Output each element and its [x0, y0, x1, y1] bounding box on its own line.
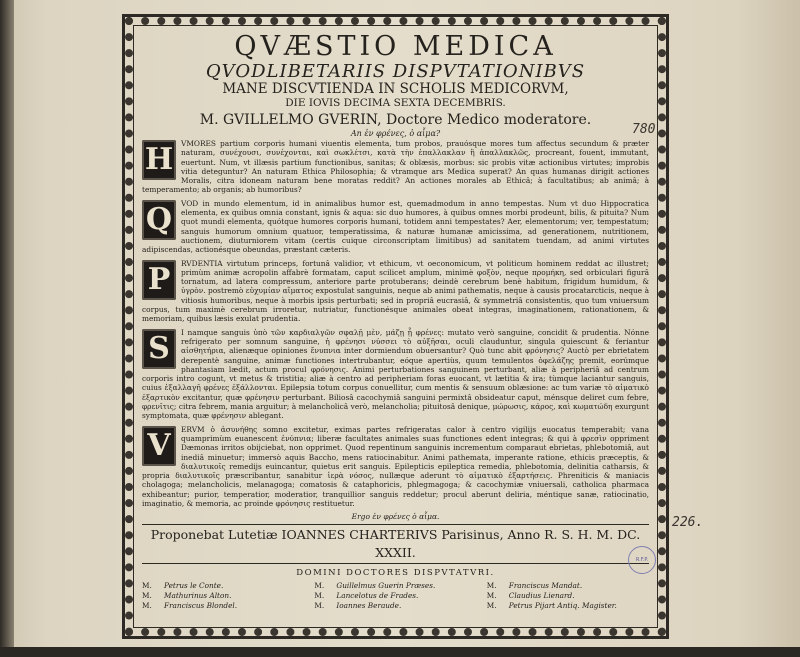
doctor-name: M. Guillelmus Guerin Præses. — [314, 581, 436, 591]
doctor-name: M. Franciscus Blondel. — [142, 601, 238, 611]
doctors-column-1 — [142, 581, 304, 611]
doctors-list — [142, 581, 649, 611]
ornamental-frame — [122, 14, 669, 639]
paragraph-1 — [142, 139, 649, 195]
paragraph-2 — [142, 199, 649, 255]
drop-cap-2: Q — [142, 200, 176, 240]
document-body — [142, 32, 649, 623]
doctor-name: M. Mathurinus Alton. — [142, 591, 232, 601]
drop-cap-1: H — [142, 140, 176, 180]
moderator-line: M. GVILLELMO GVERIN, Doctore Medico moderatore. — [199, 112, 592, 128]
paragraph-1-text: VMORES partium corporis humani viuentis elementa, tum probos, prauósque mores tum affectus secundum & præter naturam, συνέχουσι, συνέχονται, καὶ σωκλέτσι, κατὰ τὴν ἐπαλλακλαν ἢ ἀπαλλακλῶς, procreant, fouent, immutant, euertunt. Num, vt illæsis partium functionibus, sanitas; & oblæsis, morbus: sic probis vitæ actionibus virtutes; improbis vitia deteguntur? An naturam Ethica Philosophia; & vtramque ars Medica superat? An quas humanas dirigit actiones Moralis, citra idoneam naturam bene moratas reddit? An actiones morales ab Ethicâ; à facultatibus; ab animâ; à temperamento; ab organis; ab humoribus? — [142, 139, 649, 195]
drop-cap-3: P — [142, 260, 176, 300]
book-gutter — [0, 0, 14, 657]
title-sub: QVODLIBETARIIS DISPVTATIONIBVS — [205, 61, 586, 82]
drop-cap-4: S — [142, 329, 176, 369]
conclusion-line: Ergo ἐν φρένες ὁ αἷμα. — [351, 512, 440, 522]
doctor-name: M. Petrus Pijart Antiq. Magister. — [486, 601, 617, 611]
title-line3: MANE DISCVTIENDA IN SCHOLIS MEDICORVM, — [222, 81, 569, 97]
question-line: An ἐν φρένες, ὁ αἷμα? — [350, 129, 441, 138]
title-block — [142, 32, 649, 129]
margin-note-bottom: 226. — [672, 515, 704, 530]
title-main: QVÆSTIO MEDICA — [234, 31, 557, 62]
paragraph-5 — [142, 425, 649, 509]
divider-bottom — [142, 563, 649, 564]
doctor-name: M. Franciscus Mandat. — [486, 581, 583, 591]
title-date: DIE IOVIS DECIMA SEXTA DECEMBRIS. — [285, 97, 506, 109]
drop-cap-5: V — [142, 426, 176, 466]
paragraph-3 — [142, 259, 649, 324]
paragraph-4 — [142, 328, 649, 421]
doctor-name: M. Claudius Lienard. — [486, 591, 575, 601]
paragraph-5-text: ERVM ὁ ἀσυνήθης somno excitetur, eximas partes refrigeratas calor à centro vigilijs euocatus temperabit; vana quamprimùm euanescent ἐνύπνια; liberæ facultates animales suas functiones edent integras; & qui à φρεσὶν oppriment Dæmonas irritos obijciebat, non opprimet. Quod repentinum sanguinis incrementum comparaut ebrietas, phlebotomiâ, aut inediâ minuetur; immersò aquis Baccho, mens ratiocinabitur. Animi pathemata, imperante ratione, ethicis præceptis, & διαλυτικοῖς remedijs euincantur, quietus erit sanguis. Epilepticis epileptica remedia, phlebotomia, delinitia catharsis, & propria διαλυτικοῖς præscribantur, sanabitur ἱερὰ νόσος, nullæque aderunt τὸ αἱματικὸ ἐξαρτήσεις. Phreniticis & maniacis cholagoga; melancholicis, melanagoga; comatosis & cataphoricis, phlegmagoga; & cacochymiæ vniuersali, catholica pharmaca exhibeantur; purior, temperatior, moderatior, tranquillior sanguis reddetur; procul aberunt deliria, méntique sanæ, ratiocinatio, imaginatio, & memoria, ac proinde φρόνησις restituetur. — [142, 424, 649, 508]
doctor-name: M. Lancelotus de Frades. — [314, 591, 419, 601]
paragraph-3-text: RVDENTIA virtutum princeps, fortunâ validior, vt ethicum, vt oeconomicum, vt politicum hominem reddat ac illustret; primùm animæ acropolin affabrè formatam, caput scilicet amplum, minimè φοξὸν, neque προμήκη, sed orbiculari figurâ tornatum, ad latera compressum, anteriore parte protuberans; deindè cerebrum benè habitum, frigidum humidum, & ὑγρὸν. postremò εὐχυμίαν αἵματος expostulat sanguinis, neque ab animi pathematis, neque à causis procatarcticis, neque à vitiosis humoribus, neque à morbis ipsis perturbati; sed in propriâ eucrasiâ, & symmetriâ consistentis, quo tum vniuersum corpus, tum maximè cerebrum irroretur, nutriatur, functionésque animales obeat integras, imaginationem, rationationem, & memoriam, quibus læsis exulat prudentia. — [142, 258, 649, 324]
paragraph-4-text: I namque sanguis ὑπὸ τῶν καρδιαλγῶν σφαλῇ μὲν, μάζῃ ᾗ φρένες: mutato verò sanguine, concidit & prudentia. Nónne refrigerato per somnum sanguine, ἡ φρένησι νύσσει τὸ αὐξῆσαι, oculi clauduntur, singula quiescunt & feriantur αἰσθητήρια, alienæque opiniones ἔνυπνια inter dormiendum obuersantur? Quò tunc abit φρόνησις? Auctò per ebrietatem derepentè sanguine, animæ functiones intertrubantur, eóque apertiùs, quum temulentos ὀφελάζης premit, eorúmque phantasiam lædit, actum procul φρόνησις. Animi perturbationes sanguinem perturbant, aliæ à peripheriâ ad centrum corporis intro cogunt, vt metus & tristitia; aliæ à centro ad peripheriam foras euocant, vt lætitia & ira; tùmque laciantur sanguis, cuius ἐξαλλαγῆ φρένες ἐξάλλονται. Epilepsia totum corpus conuellitur, cum mentis & sensuum oblæsione: ac tum variæ τὸ αἱματικὸ ἐξαρτικὸν excitantur, quæ φρένησιν perturbant. Biliosâ cacochymiâ sanguini permixtâ obsideatur caput, ménsque deliret cum febre, φρενῖτις; citra febrem, mania arguitur; à melancholicâ verò, melancholia; pituitosâ denique, μώρωσις, κάρος, καὶ κωματώδη exurgunt symptomata, quæ φρένησιν ablegant. — [142, 327, 649, 421]
paragraph-2-text: VOD in mundo elementum, id in animalibus humor est, quemadmodum in anno tempestas. Num vt duo Hippocratica elementa, ex quibus omnia constant, ignis & aqua: sic duo humores, à quibus omnes morbi prodeunt, bilis, & pituita? Num quot mundi elementa, quótque humores corporis humani, totidem anni tempestates? Aer, elementorum; ver, tempestatum; sanguis humorum omnium quatuor, temperatissima, & naturæ humanæ amicissima, ad generationem, nutritionem, auctionem, diuturniorem vitam (certis cuique circonscriptam limitibus) ad sanitatem tuendam, ad animi virtutes adipiscendas, actionésque obeundas, præstant cæteris. — [142, 198, 649, 255]
doctor-name: M. Ioannes Beraude. — [314, 601, 402, 611]
doctors-column-2 — [314, 581, 476, 611]
page-bottom-edge — [0, 647, 800, 657]
proponebat-line: Proponebat Lutetiæ IOANNES CHARTERIVS Parisinus, Anno R. S. H. M. DC. XXXII. — [150, 527, 641, 561]
doctors-heading: DOMINI DOCTORES DISPVTATVRI. — [296, 568, 495, 579]
library-stamp: R.F.P. — [628, 546, 656, 574]
doctors-column-3 — [487, 581, 649, 611]
margin-note-top: 780 — [632, 122, 656, 137]
doctor-name: M. Petrus le Conte. — [142, 581, 224, 591]
